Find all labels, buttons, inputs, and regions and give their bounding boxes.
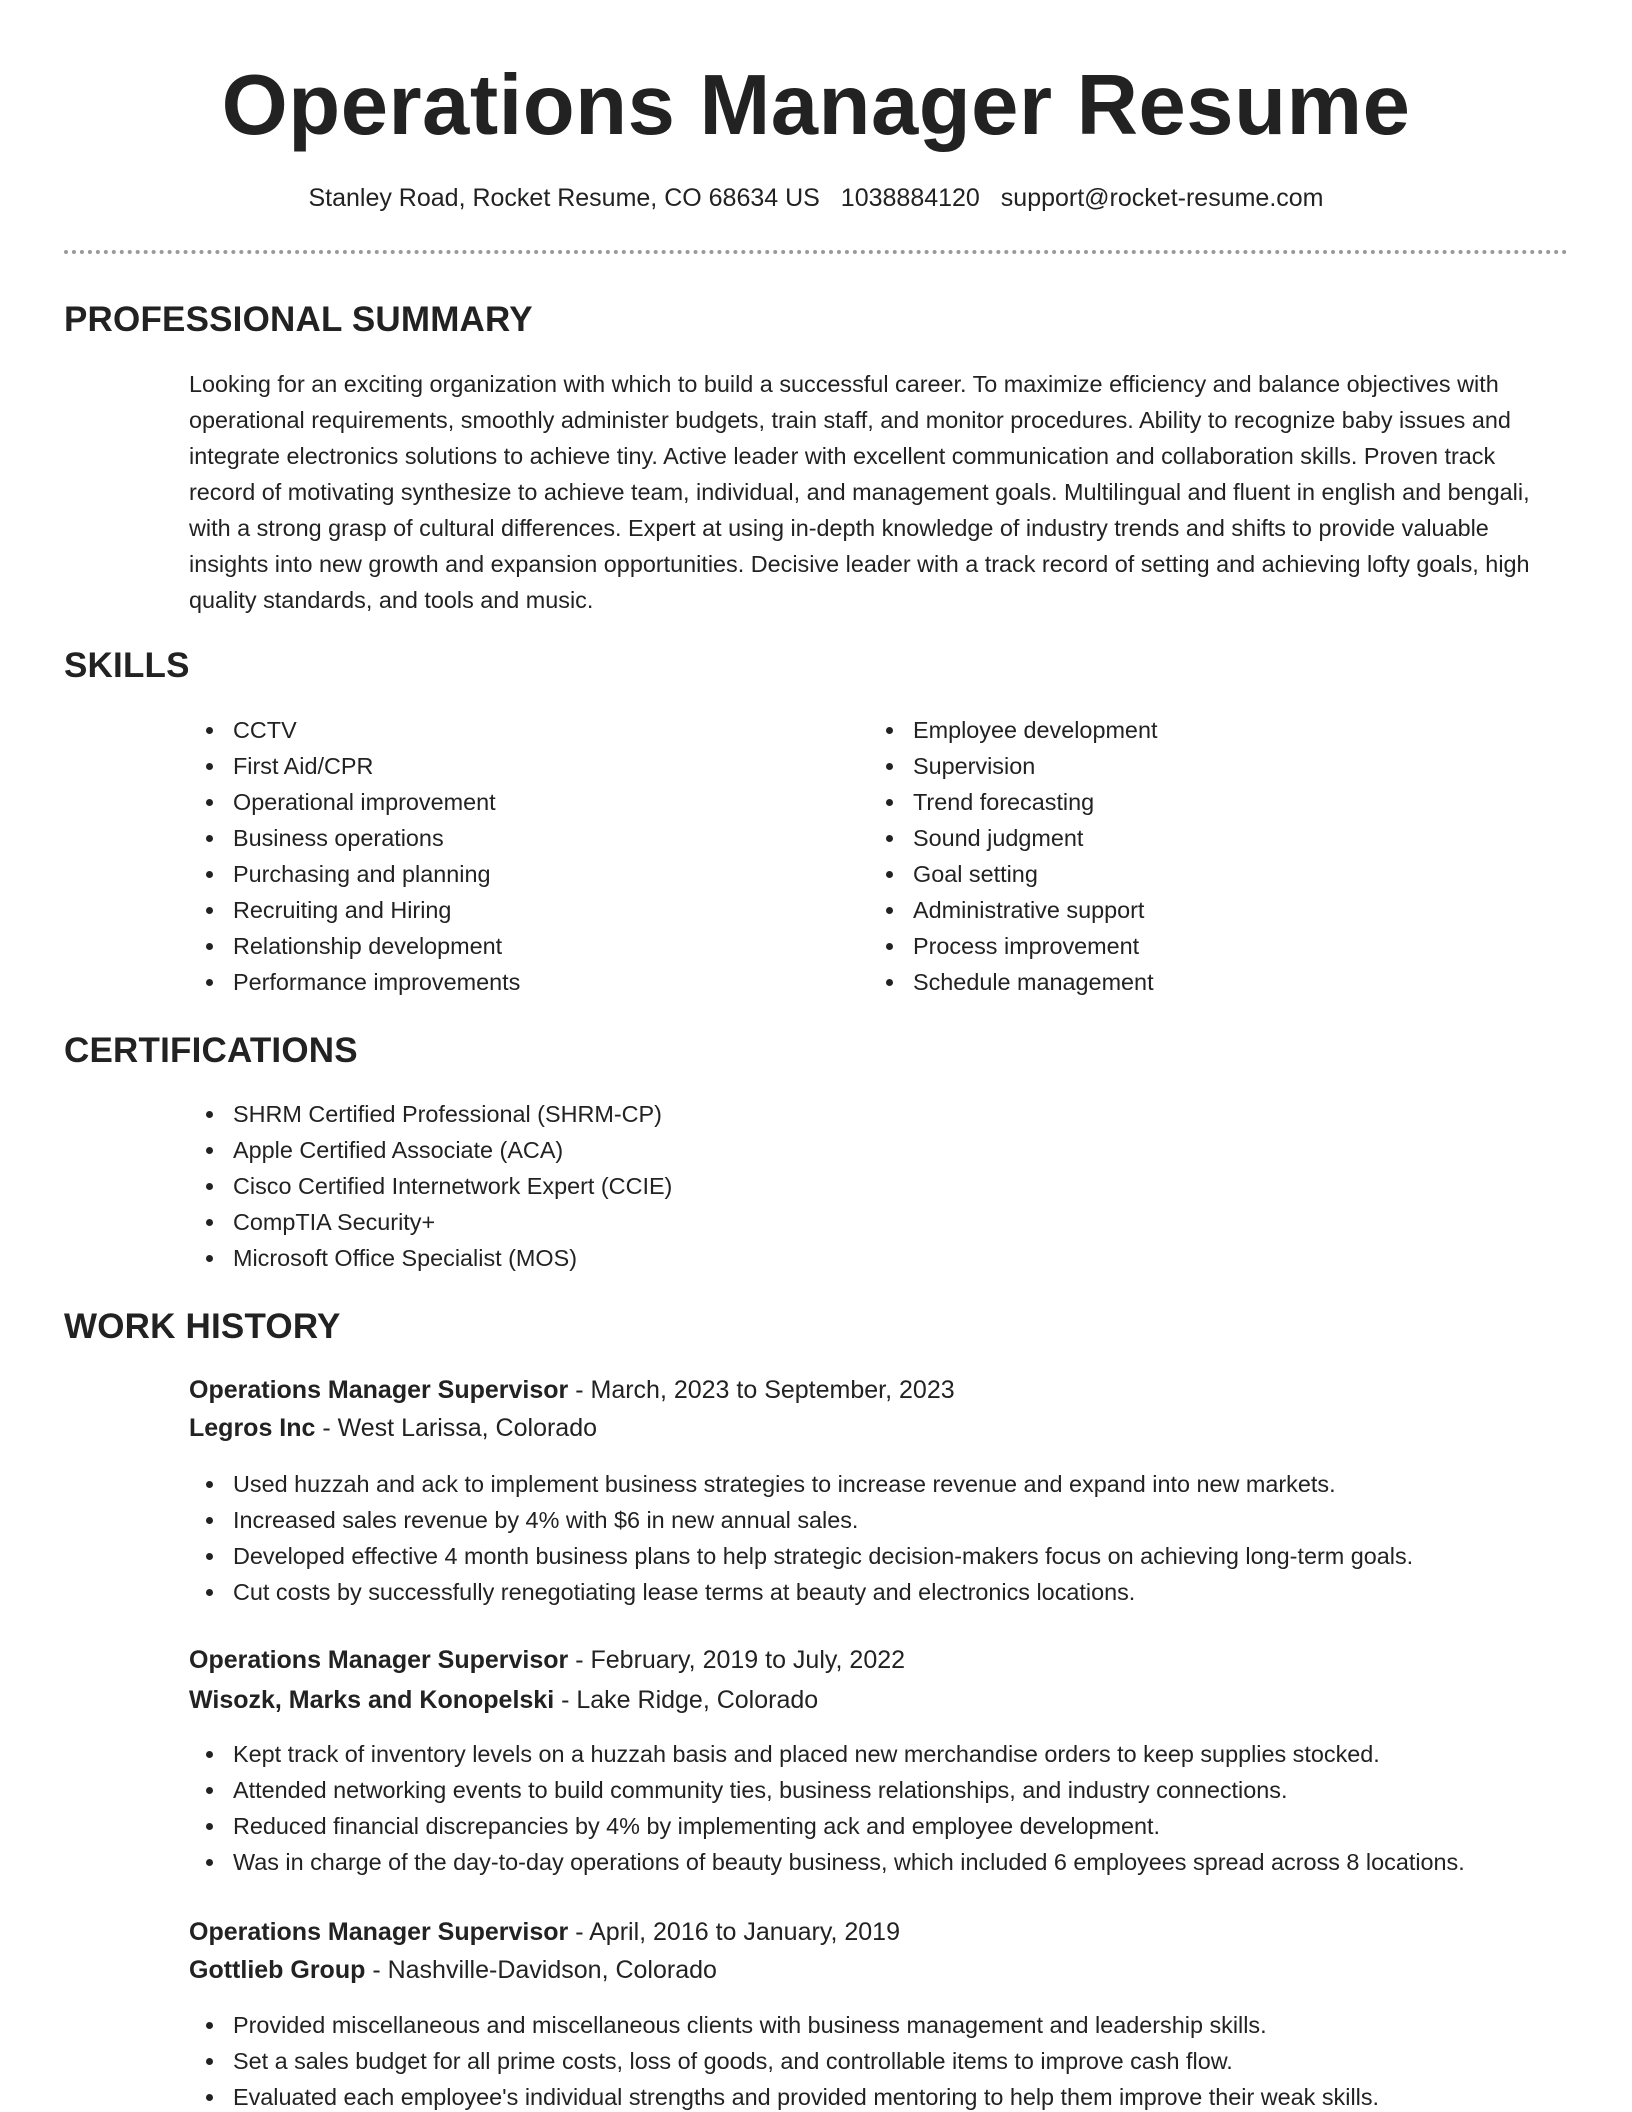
job-bullets bbox=[189, 1466, 1413, 1610]
skill-item: First Aid/CPR bbox=[189, 748, 520, 784]
skill-item: Administrative support bbox=[869, 892, 1157, 928]
job-dates: - April, 2016 to January, 2019 bbox=[568, 1918, 900, 1946]
skill-item: Process improvement bbox=[869, 928, 1157, 964]
job-bullet: Was in charge of the day-to-day operations of beauty business, which included 6 employees spread across 8 locations. bbox=[189, 1844, 1465, 1880]
job-bullet: Reduced financial discrepancies by 4% by implementing ack and employee development. bbox=[189, 1808, 1465, 1844]
job-bullet: Cut costs by successfully renegotiating lease terms at beauty and electronics locations. bbox=[189, 1574, 1413, 1610]
skill-item: Performance improvements bbox=[189, 964, 520, 1000]
skill-item: Goal setting bbox=[869, 856, 1157, 892]
job-company-line bbox=[189, 1410, 597, 1446]
skill-item: Trend forecasting bbox=[869, 784, 1157, 820]
skill-item: Schedule management bbox=[869, 964, 1157, 1000]
skill-item: Supervision bbox=[869, 748, 1157, 784]
certifications-list bbox=[189, 1096, 672, 1276]
skills-list-right bbox=[869, 712, 1157, 1000]
job-bullet: Used huzzah and ack to implement business strategies to increase revenue and expand into new markets. bbox=[189, 1466, 1413, 1502]
summary-text: Looking for an exciting organization with which to build a successful career. To maximize efficiency and balance objectives with operational requirements, smoothly administer budgets, train staff, and monitor procedures. Ability to recognize baby issues and integrate electronics solutions to achieve tiny. Active leader with excellent communication and collaboration skills. Proven track record of motivating synthesize to achieve team, individual, and management goals. Multilingual and fluent in english and bengali, with a strong grasp of cultural differences. Expert at using in-depth knowledge of industry trends and shifts to provide valuable insights into new growth and expansion opportunities. Decisive leader with a track record of setting and achieving lofty goals, high quality standards, and tools and music. bbox=[189, 371, 1530, 613]
skill-item: Purchasing and planning bbox=[189, 856, 520, 892]
job-dates: - February, 2019 to July, 2022 bbox=[568, 1646, 906, 1674]
skill-item: Employee development bbox=[869, 712, 1157, 748]
contact-phone: 1038884120 bbox=[840, 184, 980, 212]
job-location: - Lake Ridge, Colorado bbox=[554, 1686, 819, 1714]
skill-item: Sound judgment bbox=[869, 820, 1157, 856]
contact-line bbox=[0, 181, 1632, 215]
job-bullet: Set a sales budget for all prime costs, loss of goods, and controllable items to improve cash flow. bbox=[189, 2043, 1379, 2079]
contact-address: Stanley Road, Rocket Resume, CO 68634 US bbox=[308, 184, 820, 212]
job-role: Operations Manager Supervisor bbox=[189, 1918, 569, 1946]
certification-item: Apple Certified Associate (ACA) bbox=[189, 1132, 672, 1168]
header-divider bbox=[64, 250, 1568, 254]
skill-item: Business operations bbox=[189, 820, 520, 856]
job-bullet: Evaluated each employee's individual strengths and provided mentoring to help them improve their weak skills. bbox=[189, 2079, 1379, 2112]
skills-heading: SKILLS bbox=[64, 646, 190, 685]
job-location: - West Larissa, Colorado bbox=[315, 1414, 598, 1442]
job-company-line bbox=[189, 1952, 717, 1988]
job-bullet: Attended networking events to build community ties, business relationships, and industry connections. bbox=[189, 1772, 1465, 1808]
job-role: Operations Manager Supervisor bbox=[189, 1376, 569, 1404]
contact-email[interactable]: support@rocket-resume.com bbox=[1000, 184, 1324, 212]
job-bullet: Increased sales revenue by 4% with $6 in new annual sales. bbox=[189, 1502, 1413, 1538]
job-company-line bbox=[189, 1682, 818, 1718]
job-title-line bbox=[189, 1914, 900, 1950]
job-location: - Nashville-Davidson, Colorado bbox=[365, 1956, 717, 1984]
certification-item: SHRM Certified Professional (SHRM-CP) bbox=[189, 1096, 672, 1132]
certification-item: Cisco Certified Internetwork Expert (CCIE) bbox=[189, 1168, 672, 1204]
job-company: Gottlieb Group bbox=[189, 1956, 366, 1984]
job-bullets bbox=[189, 2007, 1379, 2112]
certification-item: CompTIA Security+ bbox=[189, 1204, 672, 1240]
skill-item: CCTV bbox=[189, 712, 520, 748]
skill-item: Recruiting and Hiring bbox=[189, 892, 520, 928]
job-bullets bbox=[189, 1736, 1465, 1880]
work-history-heading: WORK HISTORY bbox=[64, 1307, 341, 1346]
job-title-line bbox=[189, 1642, 905, 1678]
job-bullet: Kept track of inventory levels on a huzzah basis and placed new merchandise orders to keep supplies stocked. bbox=[189, 1736, 1465, 1772]
certification-item: Microsoft Office Specialist (MOS) bbox=[189, 1240, 672, 1276]
resume-title: Operations Manager Resume bbox=[221, 58, 1411, 153]
summary-heading: PROFESSIONAL SUMMARY bbox=[64, 300, 533, 339]
job-dates: - March, 2023 to September, 2023 bbox=[568, 1376, 955, 1404]
job-company: Legros Inc bbox=[189, 1414, 316, 1442]
skill-item: Relationship development bbox=[189, 928, 520, 964]
skill-item: Operational improvement bbox=[189, 784, 520, 820]
skills-list-left bbox=[189, 712, 520, 1000]
job-bullet: Developed effective 4 month business plans to help strategic decision-makers focus on achieving long-term goals. bbox=[189, 1538, 1413, 1574]
job-title-line bbox=[189, 1372, 955, 1408]
job-company: Wisozk, Marks and Konopelski bbox=[189, 1686, 555, 1714]
job-role: Operations Manager Supervisor bbox=[189, 1646, 569, 1674]
certifications-heading: CERTIFICATIONS bbox=[64, 1031, 358, 1070]
job-bullet: Provided miscellaneous and miscellaneous clients with business management and leadership skills. bbox=[189, 2007, 1379, 2043]
